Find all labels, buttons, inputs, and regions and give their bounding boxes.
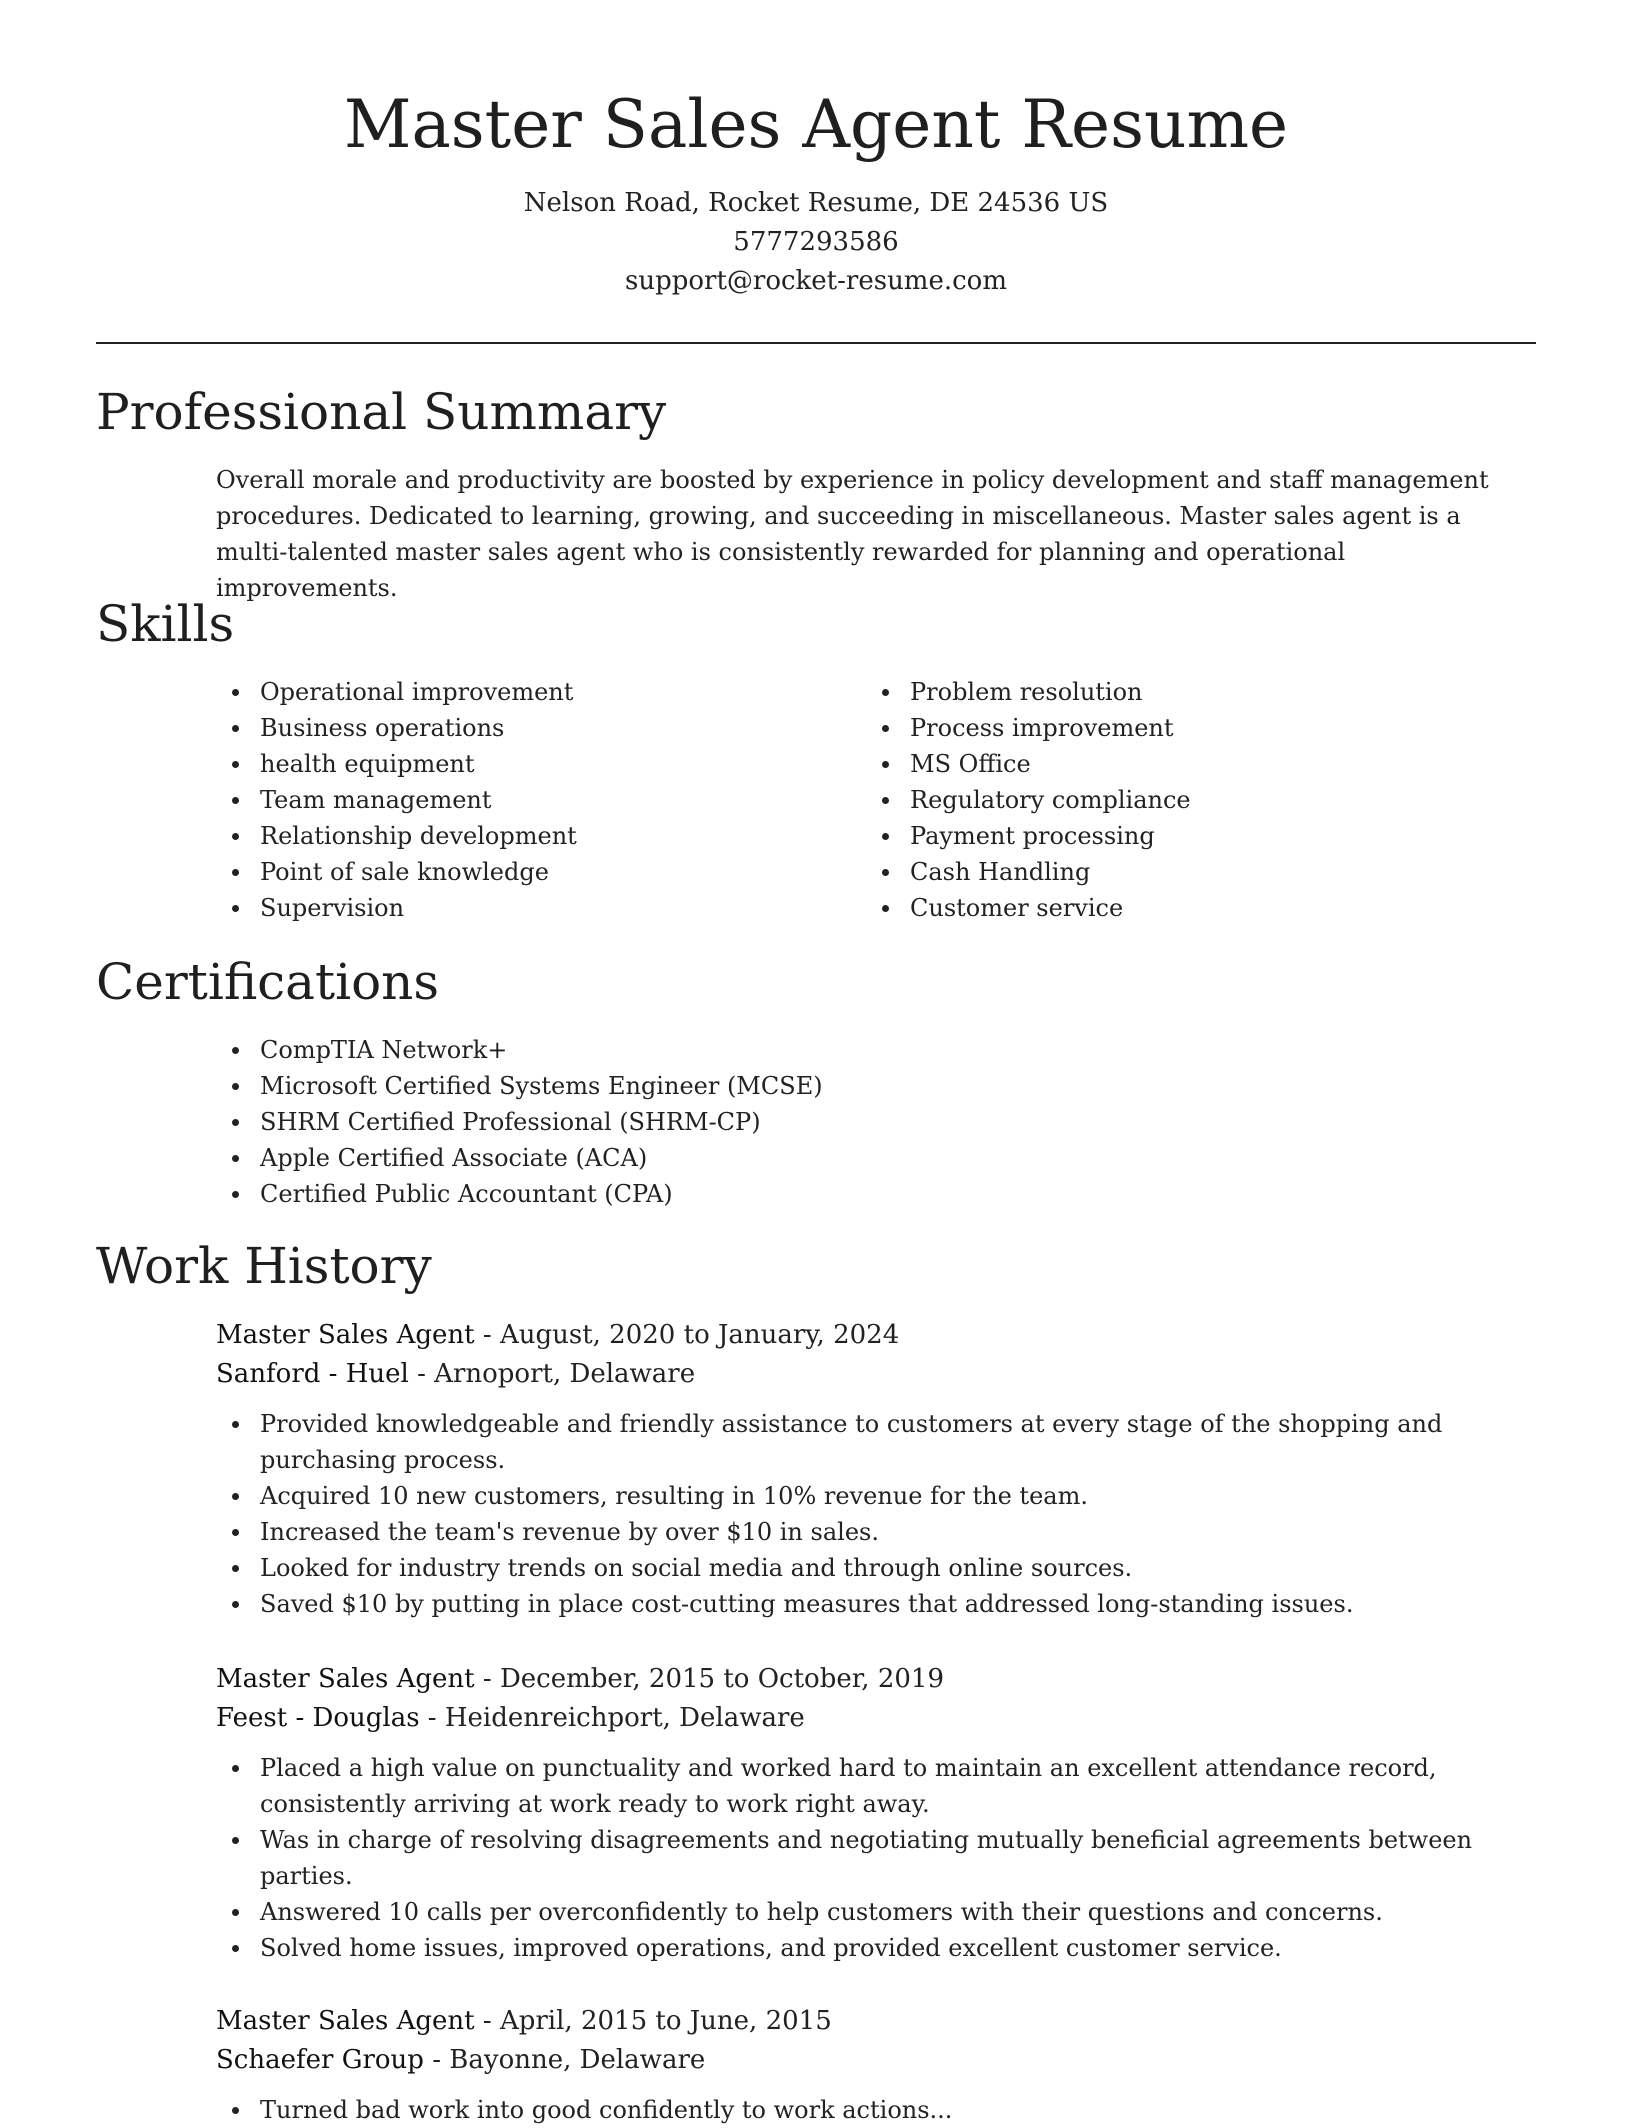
skill-item: Problem resolution xyxy=(866,674,1506,710)
job-role: Master Sales Agent xyxy=(216,2006,475,2036)
job-duty: Looked for industry trends on social media and through online sources. xyxy=(216,1550,1516,1586)
job-entry xyxy=(216,2002,1516,2128)
skill-item: Payment processing xyxy=(866,818,1506,854)
job-duty: Acquired 10 new customers, resulting in 10% revenue for the team. xyxy=(216,1478,1516,1514)
job-company-line xyxy=(216,2041,1516,2080)
header-divider xyxy=(96,342,1536,344)
job-company-line xyxy=(216,1699,1516,1738)
summary-text: Overall morale and productivity are boosted by experience in policy development and staff management procedures. Dedicated to learning, growing, and succeeding in miscellaneous. Master sales agent is a multi-talented master sales agent who is consistently rewarded for planning and operational improvements. xyxy=(216,466,1489,602)
job-company: Feest - Douglas xyxy=(216,1703,420,1733)
job-location: Arnoport, Delaware xyxy=(434,1359,696,1389)
skills-left-column xyxy=(216,674,816,926)
job-separator: - xyxy=(408,1359,435,1389)
skill-item: Process improvement xyxy=(866,710,1506,746)
job-separator: - xyxy=(419,1703,445,1733)
job-entry xyxy=(216,1316,1516,1622)
job-duty: Provided knowledgeable and friendly assistance to customers at every stage of the shopping and purchasing process. xyxy=(216,1406,1516,1478)
certification-item: Apple Certified Associate (ACA) xyxy=(216,1140,823,1176)
job-role: Master Sales Agent xyxy=(216,1320,475,1350)
skill-item: Customer service xyxy=(866,890,1506,926)
skills-left-list xyxy=(216,674,816,926)
job-company: Schaefer Group xyxy=(216,2045,424,2075)
job-duty: Increased the team's revenue by over $10 in sales. xyxy=(216,1514,1516,1550)
job-duty: Solved home issues, improved operations, and provided excellent customer service. xyxy=(216,1930,1516,1966)
skill-item: Cash Handling xyxy=(866,854,1506,890)
contact-email: support@rocket-resume.com xyxy=(624,266,1007,296)
job-duties-list xyxy=(216,2092,1516,2128)
resume-title: Master Sales Agent Resume xyxy=(343,86,1289,163)
certifications-list xyxy=(216,1032,823,1212)
job-duties-list xyxy=(216,1406,1516,1622)
job-duty: Answered 10 calls per overconfidently to help customers with their questions and concerns. xyxy=(216,1894,1516,1930)
job-company-line xyxy=(216,1355,1516,1394)
skill-item: Relationship development xyxy=(216,818,816,854)
job-separator: - xyxy=(423,2045,450,2075)
job-separator: - xyxy=(474,2006,500,2036)
certification-item: Certified Public Accountant (CPA) xyxy=(216,1176,823,1212)
skill-item: MS Office xyxy=(866,746,1506,782)
job-duties-list xyxy=(216,1750,1516,1966)
skill-item: Operational improvement xyxy=(216,674,816,710)
job-separator: - xyxy=(474,1664,500,1694)
job-title-line xyxy=(216,1660,1516,1699)
contact-phone: 5777293586 xyxy=(733,227,899,257)
summary-heading: Professional Summary xyxy=(96,383,667,441)
job-duty: Was in charge of resolving disagreements and negotiating mutually beneficial agreements between parties. xyxy=(216,1822,1516,1894)
certification-item: SHRM Certified Professional (SHRM-CP) xyxy=(216,1104,823,1140)
skill-item: Regulatory compliance xyxy=(866,782,1506,818)
job-separator: - xyxy=(474,1320,500,1350)
skill-item: Team management xyxy=(216,782,816,818)
skill-item: Supervision xyxy=(216,890,816,926)
work-history-heading: Work History xyxy=(96,1237,432,1295)
job-location: Bayonne, Delaware xyxy=(449,2045,706,2075)
skills-heading: Skills xyxy=(96,595,235,653)
certification-item: Microsoft Certified Systems Engineer (MCSE) xyxy=(216,1068,823,1104)
skills-right-column xyxy=(866,674,1506,926)
certifications-heading: Certifications xyxy=(96,953,440,1011)
skill-item: Business operations xyxy=(216,710,816,746)
resume-header xyxy=(0,80,1632,301)
job-title-line xyxy=(216,1316,1516,1355)
job-title-line xyxy=(216,2002,1516,2041)
job-entry xyxy=(216,1660,1516,1966)
certification-item: CompTIA Network+ xyxy=(216,1032,823,1068)
contact-address: Nelson Road, Rocket Resume, DE 24536 US xyxy=(523,188,1109,218)
job-duty: Placed a high value on punctuality and worked hard to maintain an excellent attendance record, consistently arriving at work ready to work right away. xyxy=(216,1750,1516,1822)
job-duty: Turned bad work into good confidently to work actions... xyxy=(216,2092,1516,2128)
skill-item: health equipment xyxy=(216,746,816,782)
job-role: Master Sales Agent xyxy=(216,1664,475,1694)
job-dates: August, 2020 to January, 2024 xyxy=(499,1320,900,1350)
job-company: Sanford - Huel xyxy=(216,1359,409,1389)
skill-item: Point of sale knowledge xyxy=(216,854,816,890)
job-dates: April, 2015 to June, 2015 xyxy=(499,2006,832,2036)
certifications-list-wrapper xyxy=(216,1032,823,1212)
job-dates: December, 2015 to October, 2019 xyxy=(499,1664,944,1694)
job-duty: Saved $10 by putting in place cost-cutting measures that addressed long-standing issues. xyxy=(216,1586,1516,1622)
job-location: Heidenreichport, Delaware xyxy=(444,1703,805,1733)
skills-right-list xyxy=(866,674,1506,926)
